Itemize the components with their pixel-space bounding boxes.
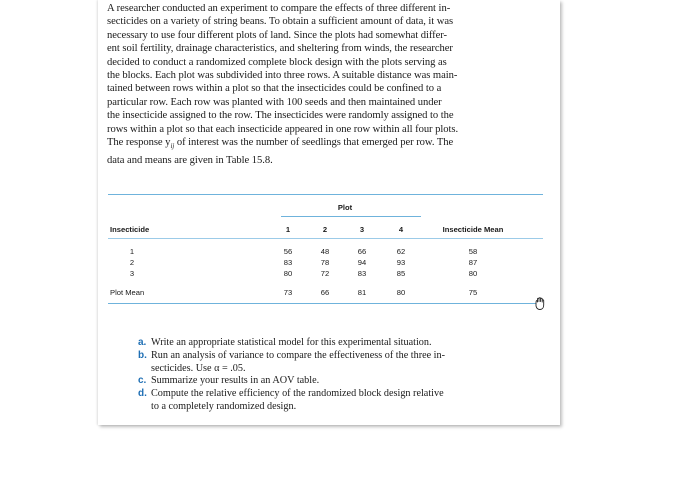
table-cell: 94 [357,258,367,267]
question-label: a. [138,337,147,348]
line-text: The response y [107,137,171,149]
paragraph-line: the insecticide assigned to the row. The insecticides were randomly assigned to the [107,110,454,122]
subscript: ij [170,142,175,151]
question-label: b. [138,349,147,361]
question-d [138,388,538,414]
question-text: Summarize your results in an AOV table. [151,375,320,387]
table-cell: 85 [396,269,406,278]
row-label: 3 [129,269,135,278]
table-cell: 66 [357,247,367,256]
question-text-continued: to a completely randomized design. [151,400,297,412]
question-label: c. [138,375,147,387]
table-cell: 72 [320,269,330,278]
question-text: Write an appropriate statistical model for this experimental situation. [151,337,432,348]
question-c [138,375,538,388]
exercise-questions [138,337,538,414]
paragraph-line: tained between rows within a plot so that the insecticides could be confined to a [107,83,442,95]
plot-header-rule [281,216,421,217]
insecticide-header: Insecticide [110,225,150,234]
paragraph-line: ent soil fertility, drainage characteristics, and sheltering from winds, the researcher [107,43,453,55]
mean-header: Insecticide Mean [442,225,504,234]
paragraph-line: necessary to use four different plots of land. Since the plots had somewhat differ- [107,29,448,41]
question-text-continued: secticides. Use α = .05. [151,362,246,374]
table-cell: 80 [283,269,293,278]
row-label: 2 [129,258,135,267]
table-cell: 62 [396,247,406,256]
problem-paragraph [107,2,553,167]
table-cell: 48 [320,247,330,256]
question-label: d. [138,388,147,400]
header-rule [108,238,543,239]
column-header: 2 [322,225,328,234]
table-cell: 78 [320,258,330,267]
table-cell: 93 [396,258,406,267]
plot-mean-label: Plot Mean [110,288,145,297]
paragraph-line: the blocks. Each plot was subdivided into three rows. A suitable distance was main- [107,70,458,82]
table-cell: 80 [396,288,406,297]
question-a [138,337,538,350]
table-cell: 56 [283,247,293,256]
table-cell: 66 [320,288,330,297]
plot-group-header: Plot [337,203,353,212]
column-header: 1 [285,225,291,234]
paragraph-line: particular row. Each row was planted with 100 seeds and then maintained under [107,96,442,108]
table-cell: 81 [357,288,367,297]
question-text: Compute the relative efficiency of the randomized block design relative [151,388,444,400]
table-cell: 58 [468,247,478,256]
column-header: 3 [359,225,365,234]
table-cell: 87 [468,258,478,267]
textbook-page [98,0,560,425]
paragraph-line: data and means are given in Table 15.8. [107,154,273,166]
column-header: 4 [398,225,404,234]
table-cell: 80 [468,269,478,278]
question-text: Run an analysis of variance to compare the effectiveness of the three in- [151,349,445,361]
table-cell: 83 [357,269,367,278]
paragraph-line: A researcher conducted an experiment to compare the effects of three different in- [107,3,451,14]
paragraph-line: decided to conduct a randomized complete block design with the plots serving as [107,56,447,68]
table-bottom-rule [108,303,543,304]
table-cell: 83 [283,258,293,267]
paragraph-line: rows within a plot so that each insecticide appeared in one row within all four plots. [107,123,459,135]
hand-grab-icon [532,295,548,311]
paragraph-line [107,136,553,154]
table-cell: 73 [283,288,293,297]
paragraph-line: secticides on a variety of string beans. To obtain a sufficient amount of data, it was [107,16,454,28]
row-label: 1 [129,247,135,256]
table-cell: 75 [468,288,478,297]
table-top-rule [108,194,543,195]
line-text: of interest was the number of seedlings that emerged per row. The [174,137,454,149]
question-b [138,350,538,376]
